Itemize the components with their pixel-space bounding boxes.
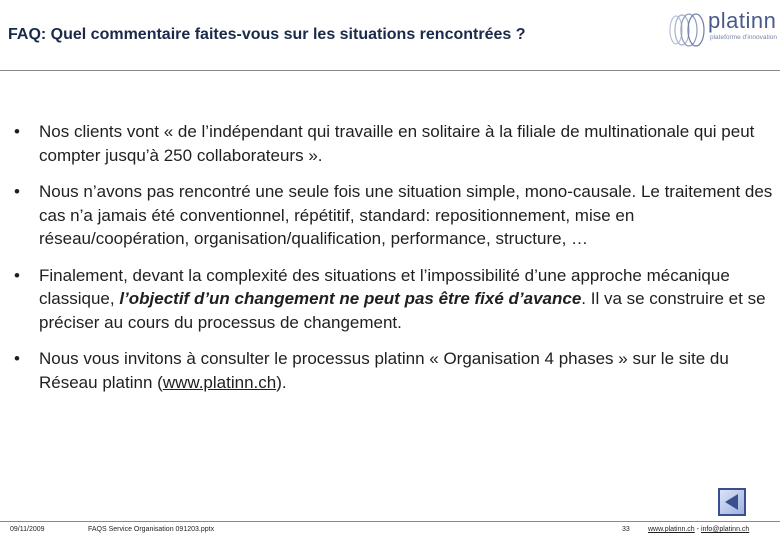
bullet-item: [14, 180, 776, 251]
footer-divider: [0, 521, 780, 522]
bullet-marker: •: [14, 182, 20, 201]
footer-page-number: 33: [622, 526, 630, 533]
footer-website-link[interactable]: www.platinn.ch: [648, 526, 695, 533]
bullet-text: Finalement, devant la complexité des situations et l’impossibilité d’une approche mécanique classique,: [39, 265, 730, 308]
platinn-logo: [660, 4, 778, 56]
logo-wordmark: platinn: [708, 8, 777, 33]
back-arrow-icon: [720, 490, 744, 514]
footer-date: 09/11/2009: [10, 526, 45, 533]
bullet-emphasis: l’objectif d’un changement ne peut pas être fixé d’avance: [119, 289, 582, 308]
footer-email-link[interactable]: info@platinn.ch: [700, 526, 750, 533]
bullet-text-end: ).: [276, 372, 287, 392]
header-divider: [0, 70, 780, 71]
bullet-marker: •: [14, 122, 20, 141]
footer-contact: [648, 526, 749, 533]
bullet-text-end: . Il va se construire et se préciser au cours du processus de changement.: [39, 289, 766, 332]
logo-rings-icon: [660, 10, 710, 50]
back-nav-button[interactable]: [718, 488, 746, 516]
bullet-marker: •: [14, 265, 20, 285]
bullet-item: [14, 264, 776, 335]
bullet-list: [14, 120, 776, 407]
slide-title: FAQ: Quel commentaire faites-vous sur les situations rencontrées ?: [8, 26, 526, 43]
platinn-website-link[interactable]: www.platinn.ch: [162, 372, 277, 392]
bullet-item: [14, 347, 776, 394]
footer-separator: -: [694, 526, 701, 533]
bullet-text: Nous n’avons pas rencontré une seule fois une situation simple, mono-causale. Le traitement des cas n’a jamais été conventionnel, répétitif, standard: repositionnement, mise en réseau/coopération, organisation/qualification, performance, structure, …: [39, 182, 773, 248]
logo-tagline: plateforme d'innovation: [710, 34, 778, 41]
bullet-text: Nos clients vont « de l’indépendant qui travaille en solitaire à la filiale de multinationale qui peut compter jusqu’à 250 collaborateurs ».: [39, 122, 755, 165]
bullet-text: Nous vous invitons à consulter le processus platinn « Organisation 4 phases » sur le site du Réseau platinn (: [39, 349, 729, 392]
footer-filename: FAQS Service Organisation 091203.pptx: [88, 526, 215, 533]
bullet-marker: •: [14, 349, 20, 368]
bullet-item: [14, 120, 776, 167]
